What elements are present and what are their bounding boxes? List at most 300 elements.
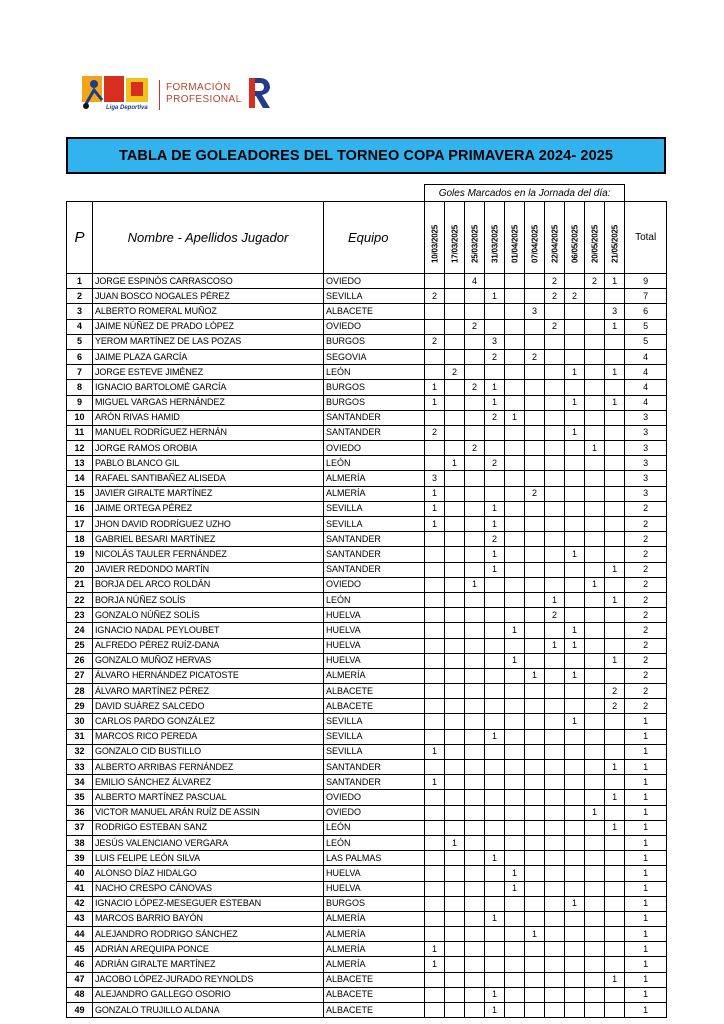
table-row	[67, 380, 667, 395]
goals-cell	[445, 441, 465, 456]
goals-cell	[485, 425, 505, 440]
goals-cell	[605, 1003, 625, 1018]
goals-cell	[565, 760, 585, 775]
player-name: LUIS FELIPE LEÓN SILVA	[93, 851, 324, 866]
row-position: 41	[67, 881, 93, 896]
table-row	[67, 927, 667, 942]
goals-cell	[545, 395, 565, 410]
goals-cell	[545, 790, 565, 805]
goals-cell	[565, 456, 585, 471]
goals-cell	[485, 304, 505, 319]
row-position: 10	[67, 410, 93, 425]
goals-cell	[445, 851, 465, 866]
goals-cell	[545, 1003, 565, 1018]
goals-cell	[605, 896, 625, 911]
goals-cell: 1	[425, 380, 445, 395]
goals-cell: 2	[525, 486, 545, 501]
team-name: ALMERÍA	[324, 668, 425, 683]
row-position: 13	[67, 456, 93, 471]
column-header-date: 25/03/2025	[465, 202, 485, 274]
total-goals: 2	[625, 638, 667, 653]
goals-cell	[545, 699, 565, 714]
goals-cell: 1	[505, 653, 525, 668]
goals-cell: 2	[425, 425, 445, 440]
table-row	[67, 365, 667, 380]
goals-cell	[585, 380, 605, 395]
goals-cell: 2	[485, 410, 505, 425]
goals-cell	[565, 517, 585, 532]
total-goals: 2	[625, 577, 667, 592]
goals-cell	[525, 835, 545, 850]
goals-cell	[425, 532, 445, 547]
goals-cell	[505, 684, 525, 699]
goals-cell	[545, 547, 565, 562]
total-goals: 4	[625, 395, 667, 410]
goals-cell	[565, 805, 585, 820]
goals-cell	[545, 532, 565, 547]
goals-cell	[605, 775, 625, 790]
goals-cell	[565, 501, 585, 516]
goals-cell	[445, 896, 465, 911]
goals-cell	[585, 456, 605, 471]
goals-cell	[605, 942, 625, 957]
row-position: 7	[67, 365, 93, 380]
goals-cell	[585, 334, 605, 349]
goals-cell	[505, 334, 525, 349]
goals-cell: 1	[485, 1003, 505, 1018]
goals-cell	[585, 638, 605, 653]
goals-cell	[445, 668, 465, 683]
goals-cell	[525, 274, 545, 289]
table-row	[67, 638, 667, 653]
goals-cell	[545, 410, 565, 425]
goals-cell	[585, 319, 605, 334]
goals-cell	[525, 957, 545, 972]
team-name: BURGOS	[324, 896, 425, 911]
goals-cell: 1	[485, 987, 505, 1002]
goals-cell: 1	[425, 395, 445, 410]
goals-cell	[605, 881, 625, 896]
goals-cell	[565, 684, 585, 699]
goals-cell: 2	[585, 274, 605, 289]
goals-cell	[445, 927, 465, 942]
team-name: ALBACETE	[324, 1003, 425, 1018]
column-header-name: Nombre - Apellidos Jugador	[93, 202, 324, 274]
table-row	[67, 577, 667, 592]
goals-cell	[565, 349, 585, 364]
player-name: ALBERTO ARRIBAS FERNÁNDEZ	[93, 760, 324, 775]
goals-cell: 1	[425, 942, 445, 957]
goals-cell: 2	[565, 289, 585, 304]
goals-cell	[445, 517, 465, 532]
goals-cell	[565, 790, 585, 805]
player-name: DAVID SUÁREZ SALCEDO	[93, 699, 324, 714]
goals-cell	[445, 820, 465, 835]
goals-cell	[465, 562, 485, 577]
goals-cell	[605, 668, 625, 683]
column-header-date: 06/05/2025	[565, 202, 585, 274]
goals-cell	[545, 471, 565, 486]
jornada-caption: Goles Marcados en la Jornada del día:	[425, 185, 625, 202]
total-goals: 2	[625, 699, 667, 714]
row-position: 34	[67, 775, 93, 790]
goals-cell	[485, 486, 505, 501]
column-header-date: 17/03/2025	[445, 202, 465, 274]
goals-cell	[465, 425, 485, 440]
goals-cell	[585, 532, 605, 547]
team-name: SEVILLA	[324, 729, 425, 744]
goals-cell	[485, 881, 505, 896]
goals-cell	[485, 668, 505, 683]
row-position: 29	[67, 699, 93, 714]
goals-cell	[465, 942, 485, 957]
table-row	[67, 653, 667, 668]
row-position: 40	[67, 866, 93, 881]
goals-cell	[585, 684, 605, 699]
goals-cell	[425, 760, 445, 775]
goals-cell	[585, 851, 605, 866]
row-position: 11	[67, 425, 93, 440]
table-row	[67, 684, 667, 699]
goals-cell	[605, 805, 625, 820]
table-row	[67, 699, 667, 714]
goals-cell	[545, 835, 565, 850]
goals-cell	[465, 820, 485, 835]
goals-cell	[605, 380, 625, 395]
goals-cell	[525, 653, 545, 668]
goals-cell	[485, 623, 505, 638]
table-row	[67, 896, 667, 911]
goals-cell	[425, 410, 445, 425]
goals-cell	[485, 866, 505, 881]
goals-cell	[465, 486, 485, 501]
goals-cell: 1	[565, 395, 585, 410]
goals-cell	[505, 699, 525, 714]
goals-cell: 1	[485, 501, 505, 516]
total-goals: 2	[625, 532, 667, 547]
goals-cell	[525, 289, 545, 304]
team-name: ALMERÍA	[324, 957, 425, 972]
goals-cell	[445, 638, 465, 653]
goals-cell	[605, 532, 625, 547]
goals-cell	[565, 577, 585, 592]
table-row	[67, 395, 667, 410]
goals-cell	[425, 577, 445, 592]
goals-cell	[465, 911, 485, 926]
column-header-date: 22/04/2025	[545, 202, 565, 274]
goals-cell: 1	[485, 289, 505, 304]
goals-cell: 1	[485, 395, 505, 410]
row-position: 12	[67, 441, 93, 456]
goals-cell: 3	[425, 471, 445, 486]
table-row	[67, 1003, 667, 1018]
player-name: JACOBO LÓPEZ-JURADO REYNOLDS	[93, 972, 324, 987]
goals-cell	[605, 911, 625, 926]
goals-cell	[545, 577, 565, 592]
goals-cell	[465, 987, 485, 1002]
table-row	[67, 304, 667, 319]
goals-cell	[585, 668, 605, 683]
total-goals: 2	[625, 684, 667, 699]
goals-cell	[505, 547, 525, 562]
goals-cell	[525, 608, 545, 623]
goals-cell	[545, 972, 565, 987]
goals-cell	[505, 501, 525, 516]
goals-cell	[445, 805, 465, 820]
goals-cell	[505, 744, 525, 759]
player-name: JESÚS VALENCIANO VERGARA	[93, 835, 324, 850]
total-goals: 6	[625, 304, 667, 319]
goals-cell: 2	[525, 349, 545, 364]
total-goals: 1	[625, 760, 667, 775]
row-position: 17	[67, 517, 93, 532]
team-name: ALBACETE	[324, 304, 425, 319]
goals-cell	[525, 532, 545, 547]
player-name: MARCOS RICO PEREDA	[93, 729, 324, 744]
goals-cell	[545, 927, 565, 942]
goals-cell	[545, 684, 565, 699]
goals-cell	[565, 744, 585, 759]
goals-cell	[525, 547, 545, 562]
row-position: 20	[67, 562, 93, 577]
goals-cell	[585, 365, 605, 380]
goals-cell	[525, 592, 545, 607]
goals-cell	[485, 744, 505, 759]
goals-cell: 1	[525, 927, 545, 942]
column-header-date: 20/05/2025	[585, 202, 605, 274]
total-goals: 2	[625, 592, 667, 607]
table-row	[67, 760, 667, 775]
goals-cell	[525, 866, 545, 881]
total-goals: 2	[625, 517, 667, 532]
goals-cell	[445, 501, 465, 516]
goals-cell	[425, 851, 445, 866]
goals-cell	[545, 365, 565, 380]
team-name: ALBACETE	[324, 987, 425, 1002]
goals-cell	[585, 699, 605, 714]
goals-cell	[505, 927, 525, 942]
goals-cell	[585, 547, 605, 562]
goals-cell	[605, 486, 625, 501]
goals-cell	[585, 820, 605, 835]
goals-cell	[505, 365, 525, 380]
goals-cell	[605, 729, 625, 744]
total-goals: 4	[625, 365, 667, 380]
team-name: BURGOS	[324, 334, 425, 349]
team-name: SANTANDER	[324, 760, 425, 775]
player-name: JORGE ESPINÓS CARRASCOSO	[93, 274, 324, 289]
goals-cell: 1	[565, 365, 585, 380]
goals-cell	[525, 638, 545, 653]
goals-cell: 2	[485, 456, 505, 471]
row-position: 31	[67, 729, 93, 744]
goals-cell	[465, 972, 485, 987]
goals-cell	[505, 608, 525, 623]
goals-cell: 2	[465, 319, 485, 334]
goals-cell	[425, 304, 445, 319]
goals-cell	[485, 471, 505, 486]
player-name: NACHO CRESPO CÁNOVAS	[93, 881, 324, 896]
player-name: RODRIGO ESTEBAN SANZ	[93, 820, 324, 835]
goals-cell: 1	[425, 501, 445, 516]
team-name: HUELVA	[324, 653, 425, 668]
player-name: BORJA NÚÑEZ SOLÍS	[93, 592, 324, 607]
goals-cell: 2	[605, 684, 625, 699]
goals-cell: 1	[485, 517, 505, 532]
goals-cell	[565, 987, 585, 1002]
goals-cell	[545, 623, 565, 638]
table-row	[67, 881, 667, 896]
goals-cell	[605, 851, 625, 866]
goals-cell: 1	[505, 866, 525, 881]
goals-cell	[585, 623, 605, 638]
goals-cell	[545, 760, 565, 775]
goals-cell: 1	[605, 319, 625, 334]
goals-cell	[545, 486, 565, 501]
team-name: SANTANDER	[324, 775, 425, 790]
goals-cell	[465, 927, 485, 942]
goals-cell	[505, 471, 525, 486]
total-goals: 5	[625, 319, 667, 334]
goals-cell	[565, 775, 585, 790]
goals-cell	[445, 486, 465, 501]
goals-cell	[585, 957, 605, 972]
total-goals: 3	[625, 425, 667, 440]
goals-cell	[465, 456, 485, 471]
goals-cell	[425, 987, 445, 1002]
goals-cell	[485, 820, 505, 835]
goals-cell	[425, 911, 445, 926]
goals-cell	[425, 365, 445, 380]
goals-cell: 1	[605, 562, 625, 577]
goals-cell	[545, 562, 565, 577]
total-goals: 1	[625, 714, 667, 729]
goals-cell	[465, 638, 485, 653]
goals-cell	[485, 957, 505, 972]
goals-cell	[605, 744, 625, 759]
table-row	[67, 851, 667, 866]
goals-cell	[465, 760, 485, 775]
goals-cell	[445, 304, 465, 319]
table-row	[67, 501, 667, 516]
goals-cell	[545, 517, 565, 532]
goals-cell	[505, 532, 525, 547]
goals-cell	[605, 835, 625, 850]
row-position: 21	[67, 577, 93, 592]
goals-cell: 1	[605, 820, 625, 835]
table-body	[67, 274, 667, 1018]
table-row	[67, 835, 667, 850]
goals-cell	[565, 653, 585, 668]
player-name: RAFAEL SANTIBAÑEZ ALISEDA	[93, 471, 324, 486]
goals-cell	[465, 501, 485, 516]
goals-cell	[445, 623, 465, 638]
goals-cell	[425, 835, 445, 850]
goals-cell	[585, 304, 605, 319]
goals-cell	[565, 881, 585, 896]
goals-cell: 1	[565, 714, 585, 729]
player-name: IGNACIO NADAL PEYLOUBET	[93, 623, 324, 638]
goals-cell	[445, 471, 465, 486]
goals-cell	[465, 729, 485, 744]
goals-cell	[585, 714, 605, 729]
player-name: ALEJANDRO RODRIGO SÁNCHEZ	[93, 927, 324, 942]
goals-cell	[465, 684, 485, 699]
goals-cell	[505, 517, 525, 532]
row-position: 33	[67, 760, 93, 775]
goals-cell	[525, 395, 545, 410]
goals-cell	[465, 471, 485, 486]
row-position: 6	[67, 349, 93, 364]
team-name: OVIEDO	[324, 319, 425, 334]
goals-cell	[445, 592, 465, 607]
goals-cell	[505, 319, 525, 334]
goals-cell	[485, 896, 505, 911]
goals-cell	[505, 835, 525, 850]
total-goals: 1	[625, 820, 667, 835]
goals-cell	[525, 501, 545, 516]
table-row	[67, 425, 667, 440]
goals-cell	[565, 380, 585, 395]
goals-cell	[505, 957, 525, 972]
goals-cell	[525, 334, 545, 349]
total-goals: 3	[625, 410, 667, 425]
table-row	[67, 471, 667, 486]
total-goals: 1	[625, 987, 667, 1002]
player-name: GONZALO CID BUSTILLO	[93, 744, 324, 759]
table-row	[67, 592, 667, 607]
goals-cell	[525, 805, 545, 820]
total-goals: 3	[625, 456, 667, 471]
goals-cell	[605, 577, 625, 592]
goals-cell	[545, 668, 565, 683]
row-position: 37	[67, 820, 93, 835]
goals-cell	[525, 972, 545, 987]
goals-cell	[565, 274, 585, 289]
goals-cell: 1	[605, 972, 625, 987]
total-goals: 2	[625, 501, 667, 516]
goals-cell	[585, 866, 605, 881]
goals-cell	[545, 866, 565, 881]
goals-cell	[465, 699, 485, 714]
goals-cell	[605, 471, 625, 486]
goals-cell	[585, 911, 605, 926]
team-name: BURGOS	[324, 395, 425, 410]
goals-cell: 1	[585, 577, 605, 592]
goals-cell	[585, 744, 605, 759]
goals-cell	[445, 972, 465, 987]
player-name: YEROM MARTÍNEZ DE LAS POZAS	[93, 334, 324, 349]
team-name: SANTANDER	[324, 562, 425, 577]
goals-cell	[525, 441, 545, 456]
goals-cell	[605, 441, 625, 456]
goals-cell	[585, 471, 605, 486]
row-position: 5	[67, 334, 93, 349]
goals-cell	[445, 744, 465, 759]
goals-cell	[565, 319, 585, 334]
total-goals: 9	[625, 274, 667, 289]
goals-cell	[485, 699, 505, 714]
player-name: JUAN BOSCO NOGALES PÉREZ	[93, 289, 324, 304]
goals-cell: 1	[605, 395, 625, 410]
goals-cell: 4	[465, 274, 485, 289]
row-position: 38	[67, 835, 93, 850]
goals-cell	[525, 744, 545, 759]
total-goals: 3	[625, 471, 667, 486]
goals-cell	[605, 501, 625, 516]
goals-cell	[605, 957, 625, 972]
player-name: GONZALO TRUJILLO ALDANA	[93, 1003, 324, 1018]
